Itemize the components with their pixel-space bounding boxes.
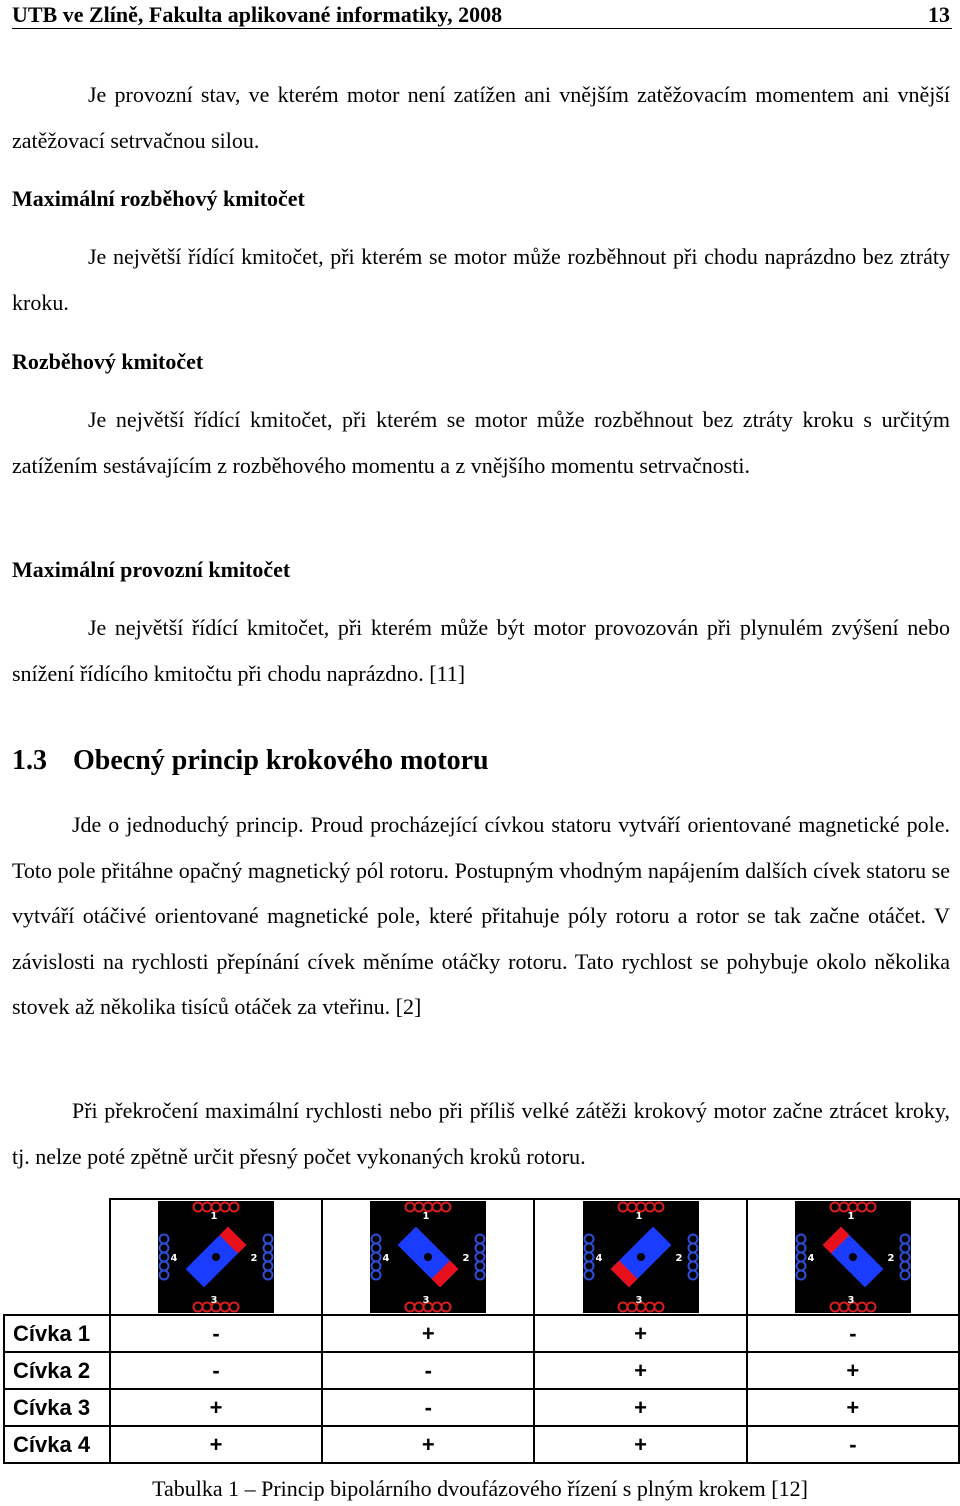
coil-state: - (322, 1389, 534, 1426)
coil-state: + (110, 1389, 322, 1426)
table-corner-cell (4, 1199, 110, 1315)
coil-state: + (747, 1389, 959, 1426)
coil-number-label: 4 (382, 1253, 390, 1264)
paragraph-start-frequency: Je největší řídící kmitočet, při kterém se motor může rozběhnout bez ztráty kroku s určitým zatížením sestávajícím z rozběhového momentu a z vnějšího momentu setrvačnosti. (12, 407, 950, 478)
step-diagram-cell (322, 1199, 534, 1315)
motor-diagram-svg (370, 1201, 486, 1313)
coil-number-label: 3 (210, 1295, 218, 1306)
coil-number-label: 3 (635, 1295, 643, 1306)
motor-step-diagram (111, 1200, 321, 1314)
coil-label: Cívka 2 (4, 1352, 110, 1389)
coil-state: - (747, 1315, 959, 1352)
step-diagram-cell (110, 1199, 322, 1315)
coil-label: Cívka 1 (4, 1315, 110, 1352)
step-diagram-cell (747, 1199, 959, 1315)
coil-label: Cívka 4 (4, 1426, 110, 1463)
table-row (4, 1389, 959, 1426)
page-header (12, 0, 952, 29)
coil-number-label: 1 (210, 1211, 218, 1222)
coil-number-label: 2 (250, 1253, 258, 1264)
coil-state: - (110, 1352, 322, 1389)
chapter-title: Obecný princip krokového motoru (73, 745, 489, 776)
coil-number-label: 2 (462, 1253, 470, 1264)
coil-state: + (534, 1352, 746, 1389)
table-caption: Tabulka 1 – Princip bipolárního dvoufázového řízení s plným krokem [12] (152, 1476, 808, 1501)
motor-step-diagram (535, 1200, 745, 1314)
table-row (4, 1426, 959, 1463)
motor-step-diagram (323, 1200, 533, 1314)
coil-number-label: 3 (422, 1295, 430, 1306)
coil-number-label: 4 (595, 1253, 603, 1264)
coil-state: + (747, 1352, 959, 1389)
motor-step-diagram (748, 1200, 958, 1314)
heading-start-frequency: Rozběhový kmitočet (12, 349, 204, 374)
coil-state: - (747, 1426, 959, 1463)
paragraph-max-start-frequency: Je největší řídící kmitočet, při kterém se motor může rozběhnout při chodu naprázdno bez ztráty kroku. (12, 244, 950, 315)
table-image-row (4, 1199, 959, 1315)
coil-state: + (322, 1426, 534, 1463)
coil-number-label: 3 (847, 1295, 855, 1306)
chapter-heading (12, 744, 950, 778)
coil-number-label: 4 (170, 1253, 178, 1264)
chapter-number: 1.3 (12, 745, 47, 776)
coil-number-label: 2 (887, 1253, 895, 1264)
paragraph-max-operating-frequency: Je největší řídící kmitočet, při kterém může být motor provozován při plynulém zvýšení nebo snížení řídícího kmitočtu při chodu naprázdno. [11] (12, 615, 950, 686)
coil-number-label: 1 (422, 1211, 430, 1222)
motor-diagram-svg (795, 1201, 911, 1313)
coil-label: Cívka 3 (4, 1389, 110, 1426)
coil-state: + (110, 1426, 322, 1463)
heading-max-operating-frequency: Maximální provozní kmitočet (12, 557, 291, 582)
table-row (4, 1352, 959, 1389)
coil-state: + (534, 1426, 746, 1463)
paragraph-lost-steps: Při překročení maximální rychlosti nebo při příliš velké zátěži krokový motor začne ztrácet kroky, tj. nelze poté zpětně určit přesný počet vykonaných kroků rotoru. (12, 1098, 950, 1169)
heading-max-start-frequency: Maximální rozběhový kmitočet (12, 186, 305, 211)
header-title: UTB ve Zlíně, Fakulta aplikované informatiky, 2008 (12, 2, 503, 27)
paragraph-idle-state: Je provozní stav, ve kterém motor není zatížen ani vnějším zatěžovacím momentem ani vnější zatěžovací setrvačnou silou. (12, 82, 950, 153)
coil-state: - (322, 1352, 534, 1389)
coil-number-label: 1 (847, 1211, 855, 1222)
coil-state: + (534, 1389, 746, 1426)
coil-number-label: 4 (807, 1253, 815, 1264)
motor-diagram-svg (158, 1201, 274, 1313)
coil-state: + (534, 1315, 746, 1352)
page-number: 13 (928, 2, 950, 27)
step-diagram-cell (534, 1199, 746, 1315)
coil-number-label: 2 (675, 1253, 683, 1264)
coil-sequence-table (3, 1198, 960, 1464)
paragraph-principle: Jde o jednoduchý princip. Proud procházející cívkou statoru vytváří orientované magnetické pole. Toto pole přitáhne opačný magnetický pól rotoru. Postupným vhodným napájením dalších cívek statoru se vytváří otáčivé orientované magnetické pole, které přitahuje póly rotoru a rotor se tak začne otáčet. V závislosti na rychlosti přepínání cívek měníme otáčky rotoru. Tato rychlost se pohybuje okolo několika stovek až několika tisíců otáček za vteřinu. [2] (12, 812, 950, 1019)
coil-state: - (110, 1315, 322, 1352)
table-row (4, 1315, 959, 1352)
coil-number-label: 1 (635, 1211, 643, 1222)
motor-diagram-svg (583, 1201, 699, 1313)
coil-state: + (322, 1315, 534, 1352)
